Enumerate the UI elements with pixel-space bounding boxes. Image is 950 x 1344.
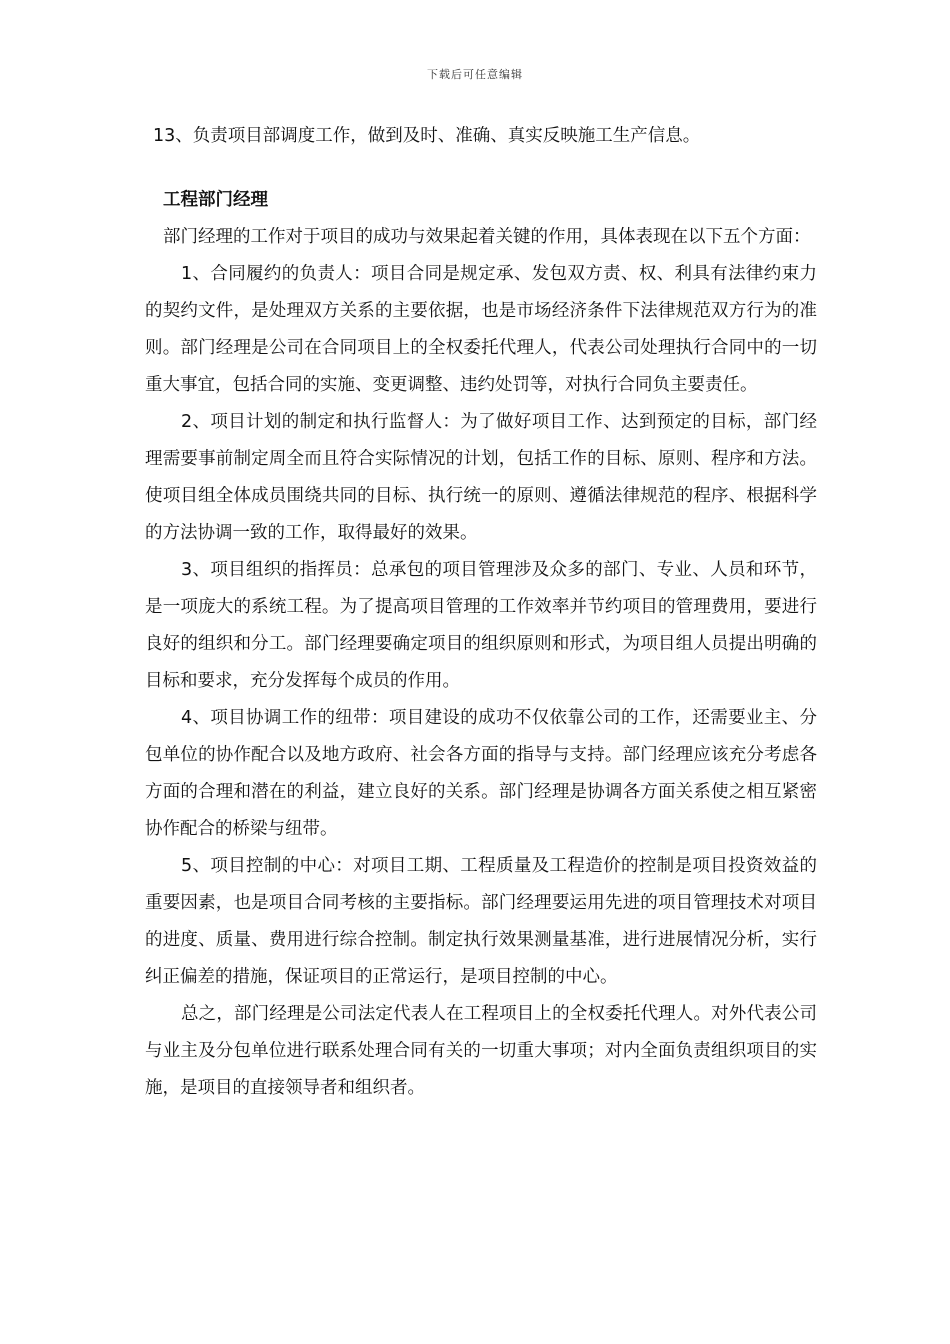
document-body — [145, 118, 817, 1107]
paragraph-summary: 总之，部门经理是公司法定代表人在工程项目上的全权委托代理人。对外代表公司与业主及分包单位进行联系处理合同有关的一切重大事项；对内全面负责组织项目的实施，是项目的直接领导者和组织者。 — [145, 1004, 817, 1098]
paragraph-control-center: 5、项目控制的中心：对项目工期、工程质量及工程造价的控制是项目投资效益的重要因素，也是项目合同考核的主要指标。部门经理要运用先进的项目管理技术对项目的进度、质量、费用进行综合控制。制定执行效果测量基准，进行进展情况分析，实行纠正偏差的措施，保证项目的正常运行，是项目控制的中心。 — [145, 856, 817, 987]
paragraph-coordination-link: 4、项目协调工作的纽带：项目建设的成功不仅依靠公司的工作，还需要业主、分包单位的协作配合以及地方政府、社会各方面的指导与支持。部门经理应该充分考虑各方面的合理和潜在的利益，建立良好的关系。部门经理是协调各方面关系使之相互紧密协作配合的桥梁与纽带。 — [145, 708, 817, 839]
list-item-13: 13、负责项目部调度工作，做到及时、准确、真实反映施工生产信息。 — [153, 126, 701, 146]
paragraph-plan-supervisor: 2、项目计划的制定和执行监督人：为了做好项目工作、达到预定的目标，部门经理需要事前制定周全而且符合实际情况的计划，包括工作的目标、原则、程序和方法。使项目组全体成员围绕共同的目标、执行统一的原则、遵循法律规范的程序、根据科学的方法协调一致的工作，取得最好的效果。 — [145, 412, 817, 543]
page-header-note: 下载后可任意编辑 — [427, 68, 523, 81]
paragraph-organization-commander: 3、项目组织的指挥员：总承包的项目管理涉及众多的部门、专业、人员和环节，是一项庞大的系统工程。为了提高项目管理的工作效率并节约项目的管理费用，要进行良好的组织和分工。部门经理要确定项目的组织原则和形式，为项目组人员提出明确的目标和要求，充分发挥每个成员的作用。 — [145, 560, 817, 691]
intro-paragraph: 部门经理的工作对于项目的成功与效果起着关键的作用，具体表现在以下五个方面： — [163, 227, 811, 247]
paragraph-contract-owner: 1、合同履约的负责人：项目合同是规定承、发包双方责、权、利具有法律约束力的契约文件，是处理双方关系的主要依据，也是市场经济条件下法律规范双方行为的准则。部门经理是公司在合同项目上的全权委托代理人，代表公司处理执行合同中的一切重大事宜，包括合同的实施、变更调整、违约处罚等，对执行合同负主要责任。 — [145, 264, 817, 395]
section-heading: 工程部门经理 — [163, 190, 268, 210]
